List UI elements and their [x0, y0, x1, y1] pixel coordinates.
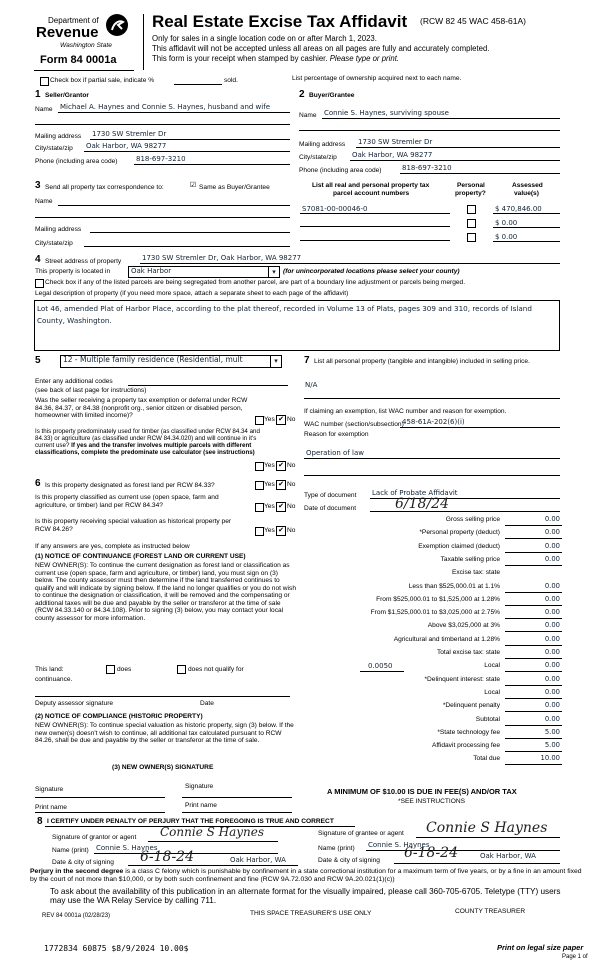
q-current-use-no[interactable]: ✔: [276, 502, 286, 512]
ownership-note: List percentage of ownership acquired next to each name.: [292, 75, 462, 82]
tax-label: Total due: [473, 755, 500, 763]
section8-number: 8: [37, 816, 43, 827]
tax-bracket-row: [300, 622, 562, 633]
tax-label: Less than $525,000.01 at 1.1%: [408, 582, 500, 590]
no-label: No: [287, 503, 296, 510]
grantee-date-label: Date & city of signing: [318, 857, 380, 864]
tax-bracket-row: [300, 609, 562, 620]
q-timber: Is this property predominately used for timber (as classified under RCW 84.34 and 84.33) or agriculture (as classified under RCW 84.34.020) and will continue in it's current use? If yes and the transfer involves multiple parcels with different classifications, complete the predominate use calculator (see instructions): [35, 428, 260, 457]
q-historic-yes[interactable]: [255, 527, 264, 536]
legal-size-note: Print on legal size paper: [497, 943, 584, 952]
tax-label: Gross selling price: [445, 516, 500, 523]
location-select[interactable]: Oak Harbor ▾: [128, 266, 280, 278]
property-number: 4: [35, 254, 41, 265]
notice3-title: (3) NEW OWNER(S) SIGNATURE: [112, 764, 214, 771]
q-current-use: Is this property classified as current use (open space, farm and agriculture, or timber) land per RCW 84.34?: [35, 494, 219, 509]
tax-bracket-row: [300, 583, 562, 594]
local-label: Local: [484, 662, 500, 670]
buyer-city[interactable]: Oak Harbor, WA 98277: [352, 151, 433, 159]
grantor-name-label: Name (print): [52, 847, 89, 854]
tax-label: Total excise tax: state: [436, 649, 500, 656]
grantor-signature[interactable]: Connie S Haynes: [160, 825, 265, 839]
q-forest-no[interactable]: ✔: [276, 480, 286, 490]
form-title: Real Estate Excise Tax Affidavit: [152, 12, 408, 31]
corr-name-label: Name: [35, 198, 53, 205]
correspondence-text: Send all property tax correspondence to:: [45, 184, 164, 191]
seller-phone-label: Phone (including area code): [35, 158, 118, 165]
alternate-format-note: To ask about the availability of this publication in an alternate format for the visually impaired, please call 360-705-6705. Teletype (TTY) users may use the WA Relay Service by calling 711.: [50, 887, 561, 906]
exemption-label: If claiming an exemption, list WAC number and reason for exemption.: [304, 408, 507, 415]
tax-row: [300, 529, 562, 540]
tax-value[interactable]: 0.00: [544, 594, 560, 603]
tax-label: Agricultural and timberland at 1.28%: [393, 635, 500, 643]
revenue-logo-text: Revenue: [36, 24, 99, 41]
dept-of: Department of: [48, 16, 99, 25]
grantee-name-label: Name (print): [318, 845, 355, 852]
legal-description[interactable]: Lot 46, amended Plat of Harbor Place, according to the plat thereof, recorded in Volume 13 of Plats, pages 309 and 310, records of Island County, Washington.: [34, 300, 560, 351]
buyer-mail-label: Mailing address: [299, 141, 346, 148]
q-exemption-yes[interactable]: [255, 416, 264, 425]
parcel-value-2[interactable]: $ 0.00: [495, 219, 518, 227]
q-forest: Is this property designated as forest land per RCW 84.33?: [45, 482, 215, 489]
tax-row: [300, 702, 562, 713]
buyer-phone[interactable]: 818-697-3210: [402, 164, 452, 172]
header-note-3: This form is your receipt when stamped by cashier. Please type or print.: [152, 54, 400, 63]
no-label: No: [287, 481, 296, 488]
tax-row: [300, 742, 562, 753]
buyer-name-label: Name: [299, 112, 317, 119]
tax-row: [300, 516, 562, 527]
tax-value[interactable]: 0.00: [544, 661, 560, 670]
located-label: This property is located in: [35, 268, 111, 275]
deputy-date: Date: [200, 700, 214, 707]
header-note-1: Only for sales in a single location code on or after March 1, 2023.: [152, 34, 377, 43]
tax-value[interactable]: 0.00: [544, 687, 560, 696]
tax-value[interactable]: 0.00: [544, 714, 560, 723]
partial-sale-sold: sold.: [224, 77, 238, 84]
street-address[interactable]: 1730 SW Stremler Dr, Oak Harbor, WA 98277: [142, 254, 302, 262]
tax-label: Subtotal: [475, 715, 500, 723]
same-as-buyer-label: Same as Buyer/Grantee: [199, 184, 270, 191]
tax-label: *Personal property (deduct): [419, 529, 500, 537]
tax-label: *Delinquent interest: state: [424, 675, 500, 683]
segregated-note: Check box if any of the listed parcels are being segregated from another parcel, are part of a boundary line adjustment or parcels being merged.: [45, 279, 466, 286]
chevron-down-icon: ▾: [270, 356, 281, 367]
personal-property-value[interactable]: N/A: [305, 381, 318, 389]
grantor-sig-label: Signature of grantor or agent: [52, 834, 137, 841]
street-label: Street address of property: [45, 258, 122, 265]
tax-value[interactable]: 0.00: [544, 674, 560, 683]
owner-signature-label-1: Signature: [35, 786, 64, 793]
codes-label: Enter any additional codes: [35, 378, 113, 385]
personal-checkbox-3[interactable]: [467, 233, 476, 242]
seller-title: Seller/Grantor: [45, 92, 89, 99]
corr-mail-label: Mailing address: [35, 226, 82, 233]
grantee-date[interactable]: 6-18-24: [404, 845, 458, 861]
buyer-phone-label: Phone (including area code): [299, 167, 382, 174]
q-exemption-no[interactable]: ✔: [276, 415, 286, 425]
q-exemption: Was the seller receiving a property tax exemption or deferral under RCW 84.36, 84.37, or 84.38 (nonprofit org., senior citizen or disabled person, homeowner with limited income)?: [35, 397, 248, 420]
seller-mail[interactable]: 1730 SW Stremler Dr: [92, 130, 167, 138]
partial-sale-checkbox[interactable]: [40, 77, 49, 86]
personal-checkbox-1[interactable]: [467, 205, 476, 214]
parcel-value-1[interactable]: $ 470,846.00: [495, 205, 542, 213]
correspondence-number: 3: [35, 180, 41, 191]
yes-label: Yes: [264, 527, 275, 534]
buyer-city-label: City/state/zip: [299, 154, 337, 161]
tax-bracket-row: [300, 636, 562, 647]
tax-local-row: [300, 662, 562, 673]
grantee-sig-label: Signature of grantee or agent: [318, 830, 404, 837]
doc-date[interactable]: 6/18/24: [395, 496, 449, 512]
land-label: This land:: [35, 666, 64, 673]
grantor-city[interactable]: Oak Harbor, WA: [230, 856, 286, 864]
tax-row: [300, 689, 562, 700]
q-timber-yes[interactable]: [255, 462, 264, 471]
tax-value[interactable]: 0.00: [544, 541, 560, 550]
codes-note: (see back of last page for instructions): [35, 387, 147, 394]
buyer-number: 2: [299, 89, 305, 100]
yes-label: Yes: [264, 503, 275, 510]
q-forest-yes[interactable]: [255, 481, 264, 490]
revenue-logo-icon: [106, 14, 128, 36]
wac-number[interactable]: 458-61A-202(6)(i): [402, 418, 465, 426]
page-number: Page 1 of: [562, 954, 588, 960]
see-instructions: *SEE INSTRUCTIONS: [398, 798, 466, 805]
reason-label: Reason for exemption: [304, 431, 369, 438]
corr-city-label: City/state/zip: [35, 240, 73, 247]
owner-print-label-2: Print name: [185, 802, 217, 809]
tax-label: *State technology fee: [437, 728, 500, 736]
seller-name-label: Name: [35, 106, 53, 113]
tax-label: From $1,525,000.01 to $3,025,000 at 2.75%: [370, 609, 500, 617]
yes-label: Yes: [264, 462, 275, 469]
q-timber-no[interactable]: ✔: [276, 461, 286, 471]
parcel-value-3[interactable]: $ 0.00: [495, 233, 518, 241]
tax-value[interactable]: 0.00: [544, 648, 560, 656]
county-treasurer: COUNTY TREASURER: [455, 908, 526, 915]
header-divider: [143, 14, 144, 70]
perjury-note: Perjury in the second degree is a class C felony which is punishable by confinement in a state correctional institution for a maximum term of five years, or by a fine in an amount fixed by the court of not more than $10,000, or by both such confinement and fine (RCW 9A.72.030 and RCW 9A.20.021(1)(c)): [30, 868, 582, 883]
tax-value[interactable]: 0.00: [544, 528, 560, 537]
washington-state: Washington State: [60, 42, 112, 49]
notice2-body: NEW OWNER(S): To continue special valuation as historic property, sign (3) below. If the new owner(s) doesn't wish to continue, all additional tax calculated pursuant to RCW 84.26, shall be due and payable by the seller or transferor at the time of sale.: [35, 722, 294, 745]
legal-label: Legal description of property (if you need more space, attach a separate sheet to each page of the affidavit): [35, 290, 349, 297]
tax-label: Exemption claimed (deduct): [418, 542, 500, 550]
personal-checkbox-2[interactable]: [467, 219, 476, 228]
tax-label: Excise tax: state: [451, 569, 500, 577]
doc-date-label: Date of document: [304, 505, 357, 512]
seller-mail-label: Mailing address: [35, 133, 82, 140]
tax-value[interactable]: 0.00: [544, 621, 560, 630]
certify-text: I CERTIFY UNDER PENALTY OF PERJURY THAT THE FOREGOING IS TRUE AND CORRECT: [47, 818, 334, 825]
header-note-2: This affidavit will not be accepted unless all areas on all pages are fully and accurately completed.: [152, 44, 490, 53]
seller-city-label: City/state/zip: [35, 145, 73, 152]
tax-label: Above $3,025,000 at 3%: [427, 622, 500, 630]
buyer-mail[interactable]: 1730 SW Stremler Dr: [358, 138, 433, 146]
tax-bracket-row: [300, 649, 562, 660]
seller-phone[interactable]: 818-697-3210: [136, 155, 186, 163]
use-code-select[interactable]: 12 - Multiple family residence (Residential, mult ▾: [60, 355, 282, 368]
wac-label: WAC number (section/subsection): [304, 421, 404, 428]
land-does-checkbox[interactable]: [106, 665, 115, 674]
owner-print-label-1: Print name: [35, 804, 67, 811]
q-historic-no[interactable]: ✔: [276, 526, 286, 536]
local-rate[interactable]: 0.0050: [368, 662, 393, 671]
seller-name[interactable]: Michael A. Haynes and Connie S. Haynes, husband and wife: [60, 103, 270, 111]
grantee-name[interactable]: Connie S. Haynes: [368, 841, 430, 849]
tax-bracket-row: [300, 596, 562, 607]
deputy-signature: Deputy assessor signature: [35, 700, 114, 707]
personal-head-1: Personal: [457, 182, 485, 189]
buyer-name[interactable]: Connie S. Haynes, surviving spouse: [324, 109, 449, 117]
tax-value[interactable]: 0.00: [544, 554, 560, 563]
grantee-city[interactable]: Oak Harbor, WA: [480, 852, 536, 860]
land-does: does: [117, 666, 132, 673]
section5-number: 5: [35, 355, 41, 366]
tax-value[interactable]: 5.00: [544, 727, 560, 736]
parcels-head-2: parcel account numbers: [333, 190, 410, 197]
tax-value[interactable]: 0.00: [544, 515, 560, 523]
no-label: No: [287, 462, 296, 469]
tax-value[interactable]: 5.00: [544, 741, 560, 750]
cashier-stamp: 1772834 60875 $8/9/2024 10.00$: [44, 944, 189, 953]
buyer-title: Buyer/Grantee: [309, 92, 355, 99]
chevron-down-icon: ▾: [268, 267, 279, 277]
exemption-reason[interactable]: Operation of law: [306, 449, 364, 457]
tax-label: Taxable selling price: [440, 555, 500, 563]
tax-row: [300, 543, 562, 554]
continuance: continuance.: [35, 676, 73, 683]
personal-head-2: property?: [455, 190, 486, 197]
grantor-date[interactable]: 6-18-24: [140, 849, 194, 865]
tax-value[interactable]: 0.00: [544, 581, 560, 590]
notice2-title: (2) NOTICE OF COMPLIANCE (HISTORIC PROPERTY): [35, 713, 203, 720]
rev-number: REV 84 0001a (02/28/23): [42, 913, 111, 919]
seller-city[interactable]: Oak Harbor, WA 98277: [86, 142, 167, 150]
no-label: No: [287, 416, 296, 423]
q-historic: Is this property receiving special valuation as historical property per RCW 84.26?: [35, 518, 232, 533]
assessed-head-1: Assessed: [512, 182, 543, 189]
minimum-note: A MINIMUM OF $10.00 IS DUE IN FEE(S) AND/OR TAX: [327, 787, 517, 796]
land-does-not-checkbox[interactable]: [177, 665, 186, 674]
tax-label: *Delinquent penalty: [442, 702, 500, 710]
answers-intro: If any answers are yes, complete as instructed below: [35, 543, 190, 550]
tax-value[interactable]: 0.00: [544, 634, 560, 643]
grantor-date-label: Date & city of signing: [52, 859, 114, 866]
tax-value[interactable]: 10.00: [540, 754, 560, 763]
doc-type-label: Type of document: [304, 492, 357, 499]
tax-row: [300, 556, 562, 567]
q-current-use-yes[interactable]: [255, 503, 264, 512]
partial-sale-label: Check box if partial sale, indicate %: [50, 77, 155, 84]
parcels-head-1: List all real and personal property tax: [312, 182, 430, 189]
tax-label: Local: [484, 688, 500, 696]
tax-label: Affidavit processing fee: [431, 742, 500, 750]
tax-value[interactable]: 0.00: [544, 701, 560, 710]
section7-text: List all personal property (tangible and intangible) included in selling price.: [314, 358, 530, 365]
notice1-body: NEW OWNER(S): To continue the current designation as forest land or classification as current use (open space, farm and agriculture, or timber) land, you must sign on (3) below. The county assessor must then determine if the land transferred continues to qualify and will indicate by signing below. If the land no longer qualifies or you do not wish to continue the designation or classification, it will be removed and the compensating or additional taxes will be due and payable by the seller or transferor at the time of sale (RCW 84.33.140 or 84.34.108). Prior to signing (3) below, you may contact your local county assessor for more information.: [35, 562, 296, 623]
land-does-not: does not qualify for: [188, 666, 244, 673]
yes-label: Yes: [264, 416, 275, 423]
tax-value[interactable]: 0.00: [544, 608, 560, 617]
tax-row: [300, 729, 562, 740]
section7-number: 7: [304, 355, 310, 366]
no-label: No: [287, 527, 296, 534]
grantor-name[interactable]: Connie S. Haynes: [96, 844, 158, 852]
tax-label: From $525,000.01 to $1,525,000 at 1.28%: [376, 595, 500, 603]
tax-row: [300, 755, 562, 766]
assessed-head-2: value(s): [514, 190, 539, 197]
tax-row: [300, 716, 562, 727]
tax-state-head: [300, 569, 562, 580]
treasurer-use-only: THIS SPACE TREASURER'S USE ONLY: [250, 910, 372, 917]
section6-number: 6: [35, 478, 41, 489]
form-number: Form 84 0001a: [40, 54, 117, 66]
located-note: (for unincorporated locations please select your county): [283, 268, 460, 275]
owner-signature-label-2: Signature: [185, 783, 214, 790]
tax-row: [300, 676, 562, 687]
notice1-title: (1) NOTICE OF CONTINUANCE (FOREST LAND OR CURRENT USE): [35, 553, 246, 560]
grantee-signature[interactable]: Connie S Haynes: [426, 820, 548, 836]
same-as-buyer-checkbox[interactable]: ☑: [189, 182, 197, 189]
yes-label: Yes: [264, 481, 275, 488]
form-rcw: (RCW 82 45 WAC 458-61A): [420, 16, 526, 26]
parcel-account-1[interactable]: S7081-00-00046-0: [302, 205, 368, 213]
segregated-checkbox[interactable]: [35, 279, 44, 288]
seller-number: 1: [35, 89, 41, 100]
doc-type[interactable]: Lack of Probate Affidavit: [372, 489, 458, 497]
